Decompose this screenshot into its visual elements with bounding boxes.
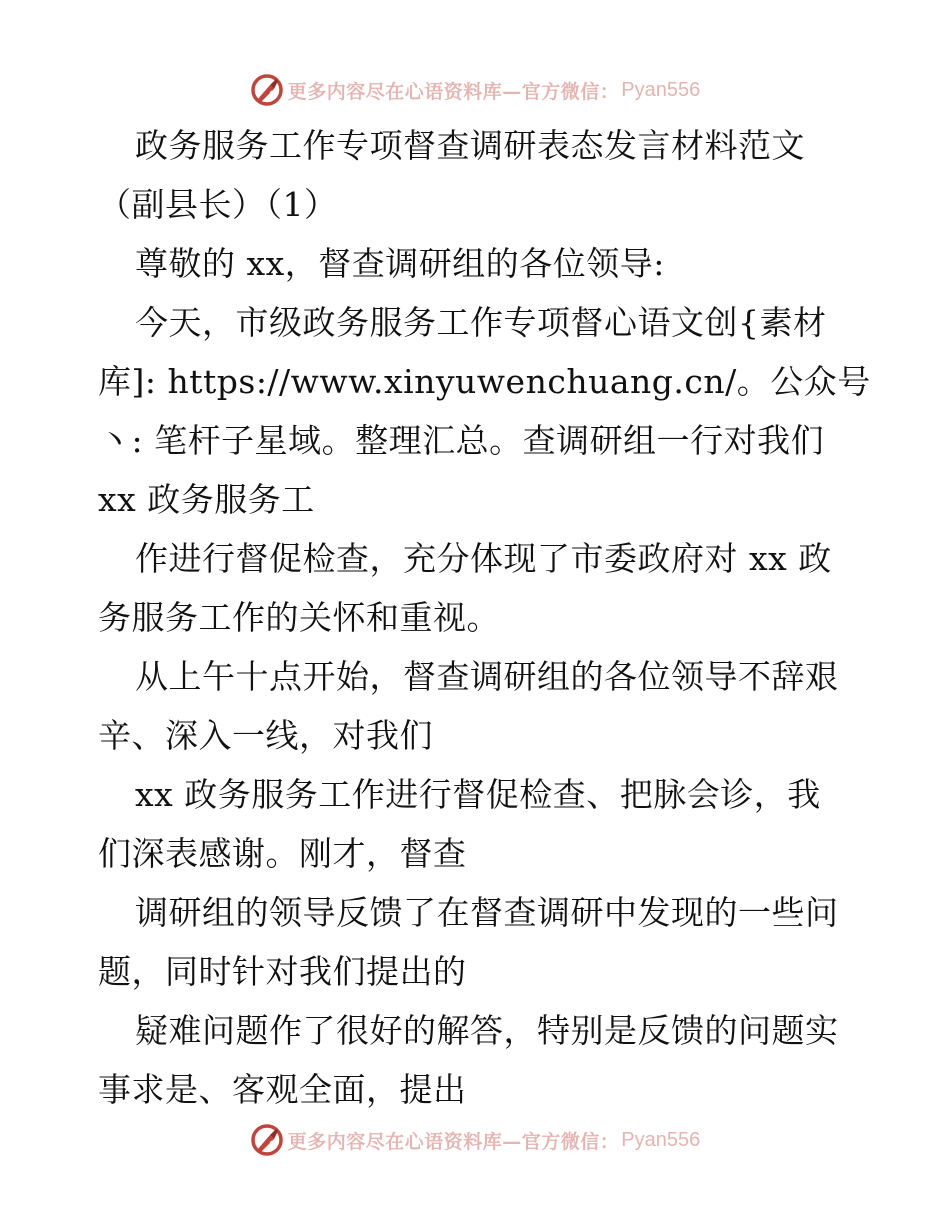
text-line: 调研组的领导反馈了在督查调研中发现的一些问 bbox=[135, 893, 839, 932]
text-line: 尊敬的 xx，督查调研组的各位领导: bbox=[135, 244, 665, 283]
text-line: xx 政务服务工 bbox=[98, 480, 315, 519]
text-line: 疑难问题作了很好的解答，特别是反馈的问题实 bbox=[135, 1011, 839, 1050]
watermark-text: 更多内容尽在心语资料库—官方微信： bbox=[287, 1130, 620, 1153]
text-line: 从上午十点开始，督查调研组的各位领导不辞艰 bbox=[135, 657, 839, 696]
text-line: 丶: 笔杆子星域。整理汇总。查调研组一行对我们 bbox=[98, 421, 825, 460]
watermark-text: 更多内容尽在心语资料库—官方微信： bbox=[287, 80, 620, 103]
watermark-wechat-id: Pyan556 bbox=[621, 78, 701, 101]
text-line: 今天，市级政务服务工作专项督心语文创{素材 bbox=[135, 303, 827, 342]
text-line: 辛、深入一线，对我们 bbox=[98, 716, 433, 755]
text-line: 题，同时针对我们提出的 bbox=[98, 952, 467, 991]
text-line: （副县长）（1） bbox=[98, 185, 338, 224]
text-line: 作进行督促检查，充分体现了市委政府对 xx 政 bbox=[135, 539, 832, 578]
text-line: 务服务工作的关怀和重视。 bbox=[98, 598, 500, 637]
watermark-wechat-id: Pyan556 bbox=[621, 1128, 701, 1151]
text-line: 事求是、客观全面，提出 bbox=[98, 1070, 467, 1109]
text-line: 们深表感谢。刚才，督查 bbox=[98, 834, 467, 873]
text-line: xx 政务服务工作进行督促检查、把脉会诊，我 bbox=[135, 775, 821, 814]
text-line: 库]: https://www.xinyuwenchuang.cn/。公众号 bbox=[98, 362, 871, 401]
pen-logo-icon bbox=[250, 73, 284, 107]
watermark-header bbox=[0, 70, 950, 110]
text-line: 政务服务工作专项督查调研表态发言材料范文 bbox=[135, 126, 805, 165]
watermark-footer bbox=[0, 1120, 950, 1160]
pen-logo-icon bbox=[250, 1123, 284, 1157]
document-body bbox=[0, 116, 950, 1119]
